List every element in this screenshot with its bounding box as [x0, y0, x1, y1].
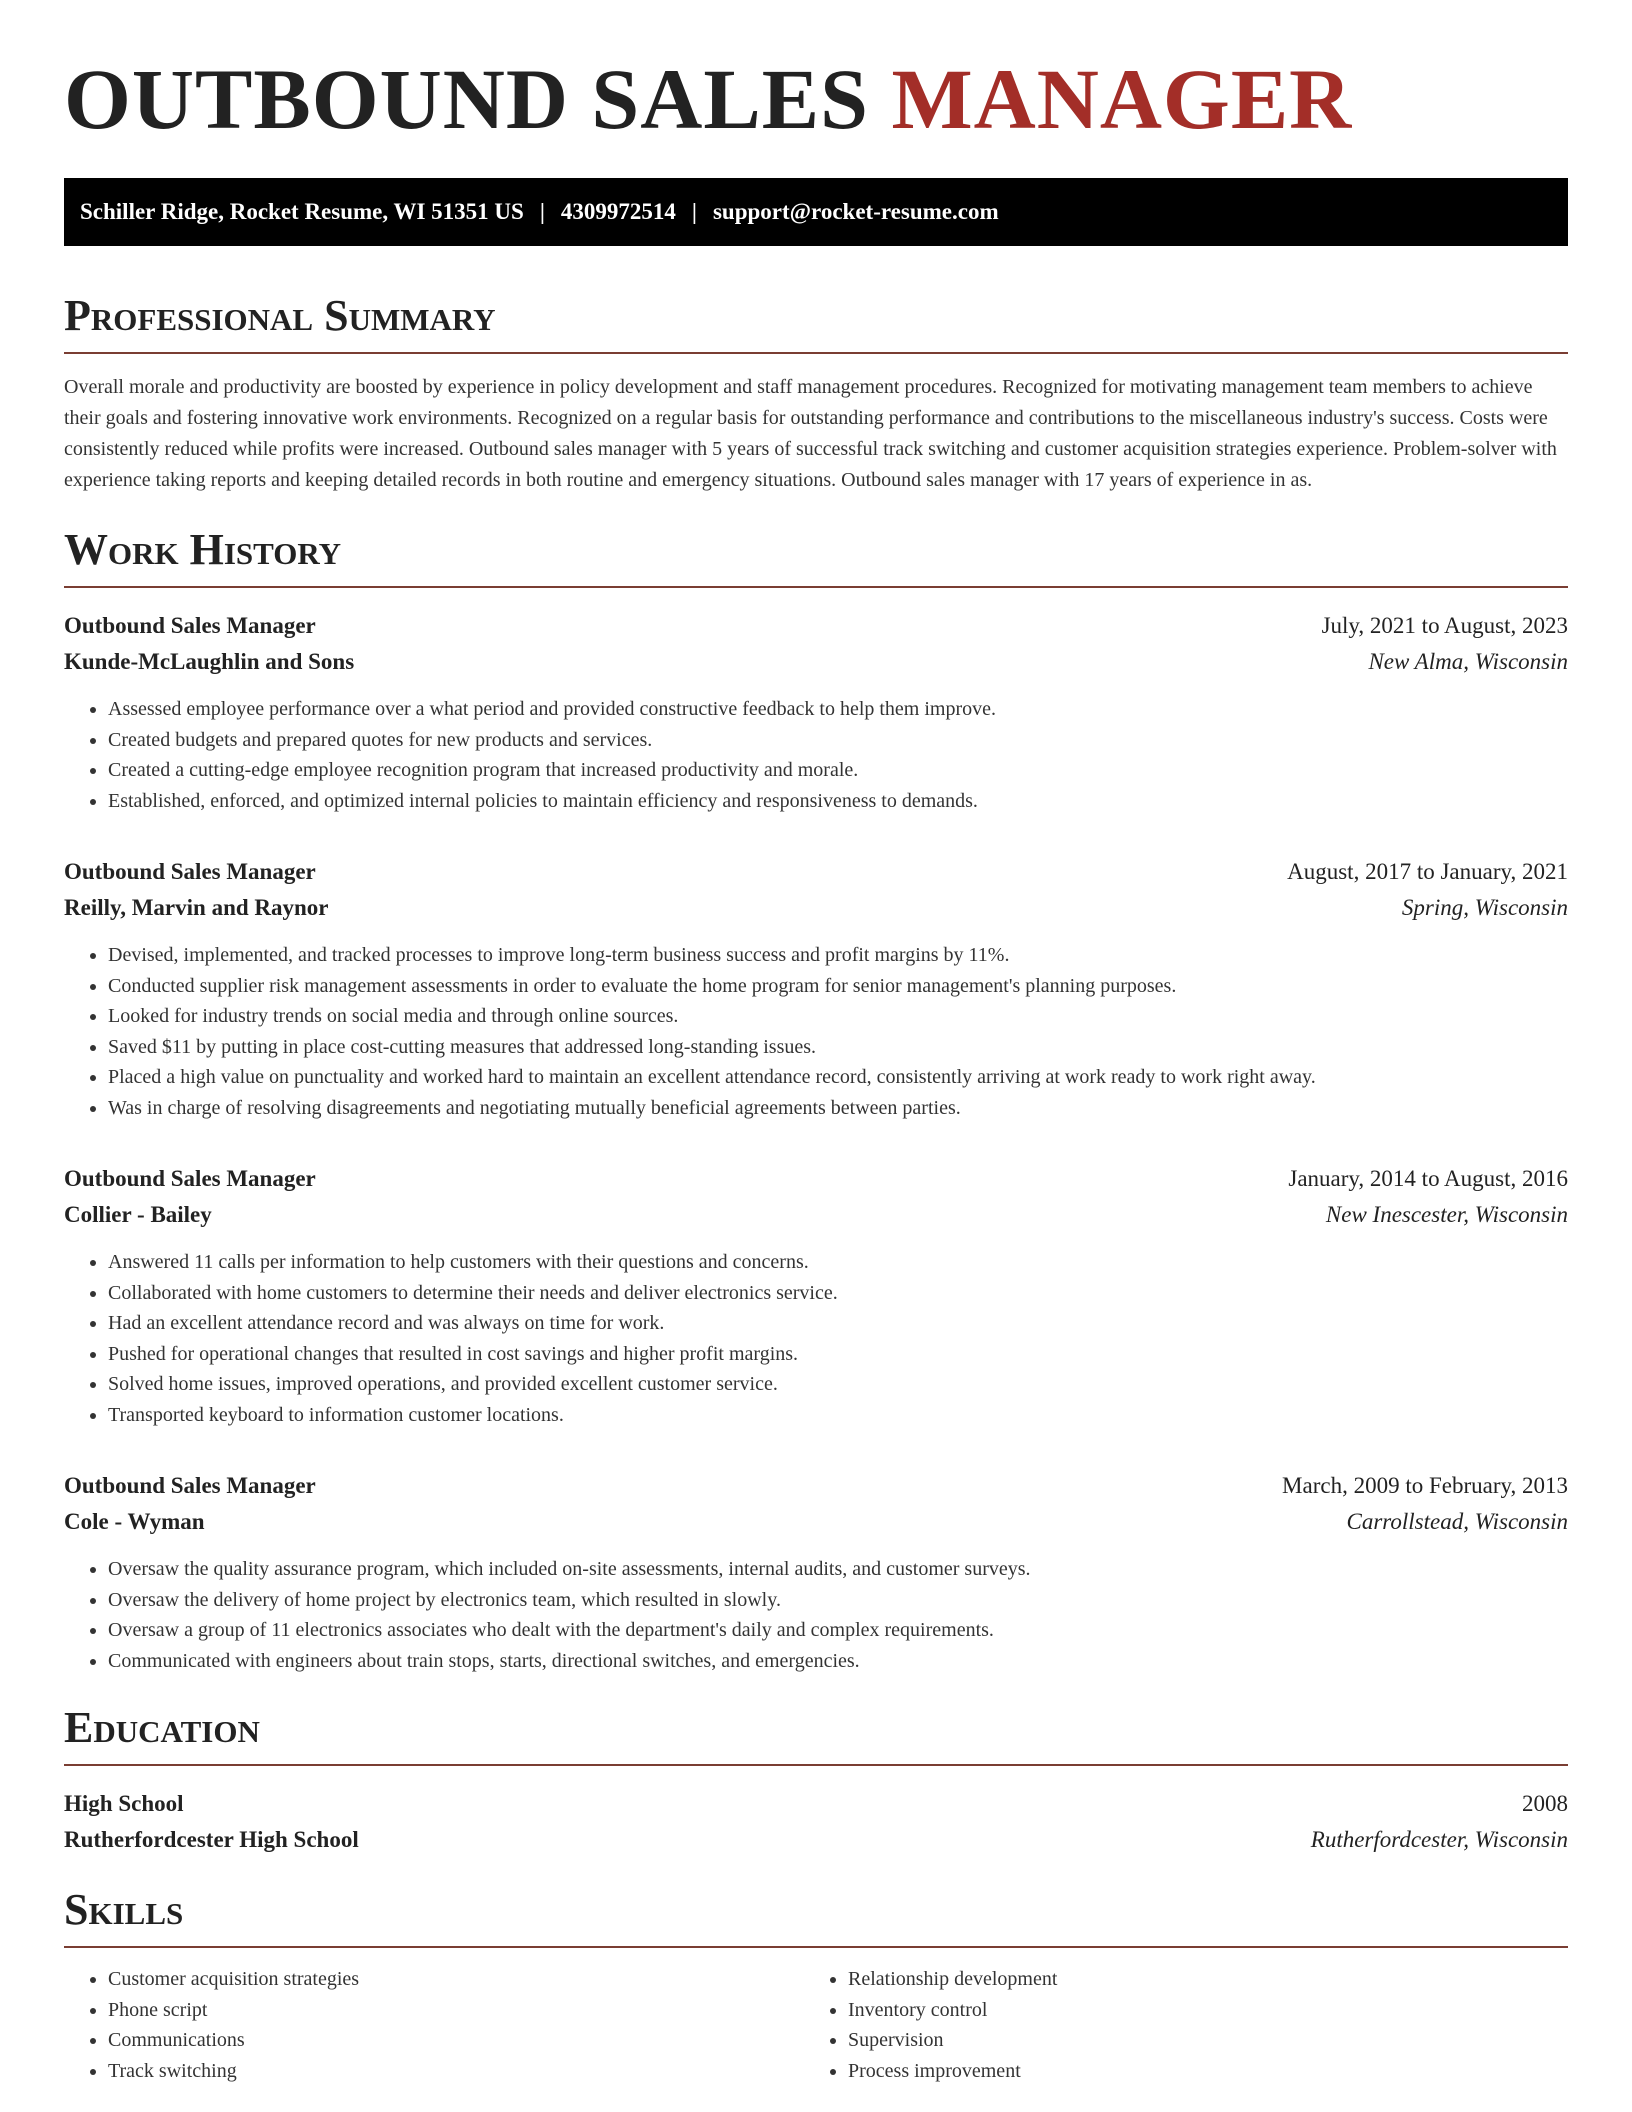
job-location: Carrollstead, Wisconsin: [1346, 1509, 1568, 1534]
section-heading-education: Education: [64, 1706, 1568, 1766]
job-title: Outbound Sales Manager: [64, 1473, 316, 1498]
job-location: Spring, Wisconsin: [1401, 895, 1568, 920]
job-location: New Alma, Wisconsin: [1368, 649, 1568, 674]
job-bullet: • Created budgets and prepared quotes for new products and services.: [108, 725, 1568, 756]
job-bullet: • Created a cutting-edge employee recognition program that increased productivity and morale.: [108, 755, 1568, 786]
skill-item: • Process improvement: [848, 2056, 1544, 2087]
education-degree-row: [64, 1786, 1568, 1822]
job-bullet: • Devised, implemented, and tracked processes to improve long-term business success and profit margins by 11%.: [108, 940, 1568, 971]
job-bullet: • Assessed employee performance over a what period and provided constructive feedback to help them improve.: [108, 694, 1568, 725]
skill-item: • Relationship development: [848, 1964, 1544, 1995]
job-bullets: [64, 1554, 1568, 1676]
job-dates: July, 2021 to August, 2023: [1321, 613, 1568, 638]
job-header-row: [64, 1161, 1568, 1197]
contact-separator: |: [691, 199, 697, 224]
skill-item: • Phone script: [108, 1995, 804, 2026]
skill-item: • Supervision: [848, 2025, 1544, 2056]
job-company-row: [64, 890, 1568, 926]
job-entry: [64, 1468, 1568, 1676]
contact-address: Schiller Ridge, Rocket Resume, WI 51351 US: [80, 199, 524, 224]
job-bullet: • Communicated with engineers about train stops, starts, directional switches, and emergencies.: [108, 1646, 1568, 1677]
job-bullet: • Answered 11 calls per information to help customers with their questions and concerns.: [108, 1247, 1568, 1278]
job-bullet: • Looked for industry trends on social media and through online sources.: [108, 1001, 1568, 1032]
section-heading-work: Work History: [64, 528, 1568, 588]
job-bullet: • Oversaw a group of 11 electronics associates who dealt with the department's daily and complex requirements.: [108, 1615, 1568, 1646]
skills-column-right: [804, 1964, 1544, 2086]
job-header-row: [64, 1468, 1568, 1504]
job-bullet: • Had an excellent attendance record and was always on time for work.: [108, 1308, 1568, 1339]
job-company-row: [64, 644, 1568, 680]
job-entry: [64, 1161, 1568, 1430]
job-title: Outbound Sales Manager: [64, 859, 316, 884]
job-entry: [64, 854, 1568, 1123]
job-bullets: [64, 694, 1568, 816]
resume-title: [64, 0, 1568, 147]
job-dates: January, 2014 to August, 2016: [1288, 1166, 1568, 1191]
section-heading-skills: Skills: [64, 1888, 1568, 1948]
job-title: Outbound Sales Manager: [64, 1166, 316, 1191]
job-company: Collier - Bailey: [64, 1202, 212, 1227]
job-company: Reilly, Marvin and Raynor: [64, 895, 329, 920]
work-history-section: [64, 525, 1568, 1676]
education-section: [64, 1703, 1568, 1858]
job-title: Outbound Sales Manager: [64, 613, 316, 638]
job-bullet: • Oversaw the delivery of home project by electronics team, which resulted in slowly.: [108, 1585, 1568, 1616]
education-location: Rutherfordcester, Wisconsin: [1310, 1827, 1568, 1852]
job-location: New Inescester, Wisconsin: [1325, 1202, 1568, 1227]
job-bullet: • Placed a high value on punctuality and worked hard to maintain an excellent attendance record, consistently arriving at work ready to work right away.: [108, 1062, 1568, 1093]
job-entry: [64, 608, 1568, 816]
job-bullets: [64, 1247, 1568, 1430]
job-company-row: [64, 1504, 1568, 1540]
education-entry: [64, 1786, 1568, 1858]
contact-email: support@rocket-resume.com: [712, 199, 999, 224]
title-main: OUTBOUND SALES: [64, 51, 892, 147]
skill-item: • Customer acquisition strategies: [108, 1964, 804, 1995]
job-company: Cole - Wyman: [64, 1509, 205, 1534]
job-bullet: • Saved $11 by putting in place cost-cutting measures that addressed long-standing issues.: [108, 1032, 1568, 1063]
skills-column-left: [64, 1964, 804, 2086]
summary-section: [64, 291, 1568, 496]
job-header-row: [64, 854, 1568, 890]
skill-item: • Track switching: [108, 2056, 804, 2087]
skill-item: • Inventory control: [848, 1995, 1544, 2026]
education-school: Rutherfordcester High School: [64, 1827, 359, 1852]
job-bullets: [64, 940, 1568, 1123]
section-heading-summary: Professional Summary: [64, 294, 1568, 354]
contact-bar: [64, 178, 1568, 246]
job-bullet: • Solved home issues, improved operations, and provided excellent customer service.: [108, 1369, 1568, 1400]
skills-section: [64, 1885, 1568, 2086]
contact-phone: 4309972514: [560, 199, 676, 224]
job-bullet: • Conducted supplier risk management assessments in order to evaluate the home program for senior management's planning purposes.: [108, 971, 1568, 1002]
job-company: Kunde-McLaughlin and Sons: [64, 649, 355, 674]
job-dates: March, 2009 to February, 2013: [1282, 1473, 1568, 1498]
education-degree: High School: [64, 1791, 184, 1816]
skills-grid: [64, 1964, 1568, 2086]
job-bullet: • Pushed for operational changes that resulted in cost savings and higher profit margins.: [108, 1339, 1568, 1370]
job-company-row: [64, 1197, 1568, 1233]
job-bullet: • Was in charge of resolving disagreements and negotiating mutually beneficial agreements between parties.: [108, 1093, 1568, 1124]
summary-text: Overall morale and productivity are boosted by experience in policy development and staff management procedures. Recognized for motivating management team members to achieve their goals and fostering innovative work environments. Recognized on a regular basis for outstanding performance and contributions to the miscellaneous industry's success. Costs were consistently reduced while profits were increased. Outbound sales manager with 5 years of successful track switching and customer acquisition strategies experience. Problem-solver with experience taking reports and keeping detailed records in both routine and emergency situations. Outbound sales manager with 17 years of experience in as.: [64, 376, 1557, 491]
education-year: 2008: [1522, 1791, 1568, 1816]
job-bullet: • Transported keyboard to information customer locations.: [108, 1400, 1568, 1431]
job-bullet: • Collaborated with home customers to determine their needs and deliver electronics service.: [108, 1278, 1568, 1309]
education-school-row: [64, 1822, 1568, 1858]
contact-separator: |: [539, 199, 545, 224]
skill-item: • Communications: [108, 2025, 804, 2056]
job-header-row: [64, 608, 1568, 644]
job-dates: August, 2017 to January, 2021: [1287, 859, 1568, 884]
job-bullet: • Oversaw the quality assurance program, which included on-site assessments, internal audits, and customer surveys.: [108, 1554, 1568, 1585]
title-accent: MANAGER: [891, 51, 1353, 147]
job-bullet: • Established, enforced, and optimized internal policies to maintain efficiency and responsiveness to demands.: [108, 786, 1568, 817]
